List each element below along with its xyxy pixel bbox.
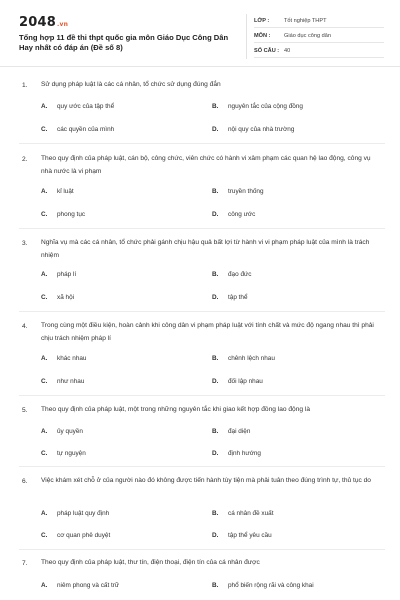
- answer-option[interactable]: [212, 103, 303, 110]
- option-letter: D.: [212, 378, 219, 385]
- question-number: 2.: [22, 156, 28, 163]
- option-text: tập thể yêu cầu: [228, 532, 272, 539]
- option-letter: B.: [212, 582, 219, 589]
- option-letter: C.: [41, 450, 48, 457]
- question-divider: [19, 311, 385, 312]
- answer-option[interactable]: [212, 126, 294, 133]
- option-text: nguyên tắc của cộng đồng: [228, 103, 303, 110]
- option-letter: A.: [41, 271, 48, 278]
- answer-option[interactable]: [212, 188, 264, 195]
- question-number: 1.: [22, 82, 28, 89]
- answer-option[interactable]: [41, 532, 110, 539]
- option-text: nội quy của nhà trường: [228, 126, 295, 133]
- option-text: niêm phong và cất trữ: [57, 582, 120, 589]
- option-letter: A.: [41, 510, 48, 517]
- question-divider: [19, 466, 385, 467]
- option-letter: A.: [41, 103, 48, 110]
- logo-suffix: .vn: [56, 21, 69, 28]
- question-divider: [19, 228, 385, 229]
- option-text: cá nhân đề xuất: [228, 510, 274, 517]
- answer-option[interactable]: [212, 450, 261, 457]
- answer-option[interactable]: [212, 428, 250, 435]
- option-letter: C.: [41, 532, 48, 539]
- option-letter: B.: [212, 355, 219, 362]
- option-text: đối lập nhau: [228, 378, 263, 385]
- header-divider-line: [0, 66, 400, 67]
- option-letter: D.: [212, 450, 219, 457]
- question-divider: [19, 549, 385, 550]
- question-number: 3.: [22, 240, 28, 247]
- answer-option[interactable]: [212, 211, 255, 218]
- info-label: MÔN :: [254, 32, 271, 39]
- answer-option[interactable]: [41, 355, 87, 362]
- option-letter: D.: [212, 126, 219, 133]
- info-label: LỚP :: [254, 17, 270, 24]
- question-number: 5.: [22, 407, 28, 414]
- option-letter: B.: [212, 103, 219, 110]
- option-text: phổ biến rộng rãi và công khai: [228, 582, 314, 589]
- option-text: đại diện: [228, 428, 251, 435]
- answer-option[interactable]: [41, 188, 74, 195]
- option-letter: A.: [41, 188, 48, 195]
- answer-option[interactable]: [212, 532, 272, 539]
- answer-option[interactable]: [41, 582, 119, 589]
- answer-option[interactable]: [41, 103, 114, 110]
- document-title: Tổng hợp 11 đề thi thpt quốc gia môn Giáo Dục Công Dân Hay nhất có đáp án (Đề số 8): [19, 33, 229, 52]
- option-letter: D.: [212, 294, 219, 301]
- info-value: 40: [284, 47, 291, 54]
- option-letter: A.: [41, 355, 48, 362]
- option-text: các quyền của mình: [57, 126, 115, 133]
- option-letter: D.: [212, 532, 219, 539]
- option-text: xã hội: [57, 294, 75, 301]
- answer-option[interactable]: [41, 428, 83, 435]
- option-text: cơ quan phê duyệt: [57, 532, 111, 539]
- option-letter: B.: [212, 428, 219, 435]
- answer-option[interactable]: [41, 294, 74, 301]
- answer-option[interactable]: [212, 510, 273, 517]
- answer-option[interactable]: [212, 294, 248, 301]
- option-text: như nhau: [57, 378, 85, 385]
- option-text: khác nhau: [57, 355, 87, 362]
- option-letter: C.: [41, 126, 48, 133]
- question-divider: [19, 143, 385, 144]
- question-text: Việc khám xét chỗ ở của người nào đó không được tiến hành tùy tiện mà phải tuân theo đúng trình tự, thủ tục do: [41, 477, 371, 484]
- option-text: phong tục: [57, 211, 86, 218]
- question-divider: [19, 395, 385, 396]
- option-text: công ước: [228, 211, 256, 218]
- option-letter: B.: [212, 510, 219, 517]
- question-text: Theo quy định của pháp luật, cán bộ, công chức, viên chức có hành vi xâm phạm các quan hệ lao động, công vụ nhà nước là vi phạm: [41, 155, 371, 175]
- option-letter: C.: [41, 211, 48, 218]
- answer-option[interactable]: [212, 582, 314, 589]
- info-value: Tốt nghiệp THPT: [284, 17, 327, 24]
- option-text: pháp lí: [57, 271, 77, 278]
- option-text: tập thể: [228, 294, 248, 301]
- page-header: [0, 0, 400, 66]
- answer-option[interactable]: [41, 211, 85, 218]
- option-text: kỉ luật: [57, 188, 74, 195]
- question-text: Nghĩa vụ mà các cá nhân, tổ chức phải gánh chịu hậu quả bất lợi từ hành vi vi phạm pháp luật của mình là trách nhiệm: [41, 239, 370, 259]
- question-text: Trong cùng một điều kiện, hoàn cảnh khi công dân vi phạm pháp luật với tính chất và mức độ ngang nhau thì phải chịu trách nhiệm pháp lí: [41, 322, 374, 342]
- option-text: tự nguyện: [57, 450, 86, 457]
- answer-option[interactable]: [41, 510, 109, 517]
- option-text: truyền thống: [228, 188, 264, 195]
- answer-option[interactable]: [41, 126, 114, 133]
- option-text: ủy quyền: [57, 428, 83, 435]
- option-letter: A.: [41, 428, 48, 435]
- answer-option[interactable]: [212, 271, 251, 278]
- question-text: Theo quy định của pháp luật, thư tín, điện thoại, điện tín của cá nhân được: [41, 559, 260, 566]
- option-letter: A.: [41, 582, 48, 589]
- site-logo[interactable]: [19, 15, 68, 30]
- option-text: chênh lệch nhau: [228, 355, 275, 362]
- info-value: Giáo dục công dân: [284, 32, 331, 39]
- question-number: 4.: [22, 323, 28, 330]
- option-letter: D.: [212, 211, 219, 218]
- option-letter: B.: [212, 271, 219, 278]
- option-letter: C.: [41, 378, 48, 385]
- option-text: pháp luật quy định: [57, 510, 110, 517]
- option-letter: B.: [212, 188, 219, 195]
- answer-option[interactable]: [41, 450, 86, 457]
- question-text: Sử dụng pháp luật là các cá nhân, tổ chức sử dụng đúng đắn: [41, 81, 221, 88]
- option-text: quy ước của tập thể: [57, 103, 115, 110]
- option-text: đạo đức: [228, 271, 252, 278]
- info-row-subject: [254, 29, 384, 43]
- question-number: 6.: [22, 478, 28, 485]
- info-row-grade: [254, 14, 384, 28]
- answer-option[interactable]: [212, 355, 275, 362]
- answer-option[interactable]: [41, 271, 76, 278]
- option-text: định hướng: [228, 450, 261, 457]
- option-letter: C.: [41, 294, 48, 301]
- question-number: 7.: [22, 560, 28, 567]
- header-divider: [246, 14, 247, 59]
- question-text: Theo quy định của pháp luật, một trong những nguyên tắc khi giao kết hợp đồng lao động là: [41, 406, 311, 413]
- answer-option[interactable]: [212, 378, 263, 385]
- logo-main: 2048: [19, 15, 56, 30]
- info-label: SỐ CÂU :: [254, 47, 280, 54]
- info-row-question-count: [254, 44, 384, 58]
- answer-option[interactable]: [41, 378, 84, 385]
